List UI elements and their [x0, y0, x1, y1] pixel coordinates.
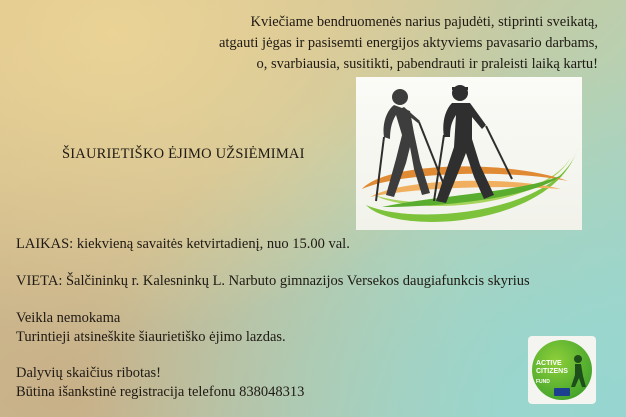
walker-woman	[383, 89, 430, 197]
logo-line-1: ACTIVE	[536, 360, 562, 367]
intro-text	[138, 12, 598, 75]
limited-participants-note: Dalyvių skaičius ribotas!	[16, 365, 161, 381]
place-info: VIETA: Šalčininkų r. Kalesninkų L. Narbuto gimnazijos Versekos daugiafunkcis skyrius	[16, 273, 530, 289]
intro-line-2: atgauti jėgas ir pasisemti energijos aktyviems pavasario darbams,	[218, 35, 598, 51]
time-info: LAIKAS: kiekvieną savaitės ketvirtadienį, nuo 15.00 val.	[16, 236, 350, 252]
walkers-graphic	[356, 77, 582, 230]
nordic-walkers-illustration	[356, 77, 582, 230]
bring-sticks-note: Turintieji atsineškite šiaurietiško ėjimo lazdas.	[16, 329, 286, 345]
logo-line-3: FUND	[536, 379, 550, 385]
logo-line-2: CITIZENS	[536, 368, 568, 375]
logo-badge	[532, 340, 592, 400]
intro-line-1: Kviečiame bendruomenės narius pajudėti, stiprinti sveikatą,	[250, 14, 598, 30]
registration-note: Būtina išankstinė registracija telefonu 838048313	[16, 384, 305, 400]
active-citizens-logo	[528, 336, 596, 404]
logo-walker-icon	[566, 354, 588, 388]
eu-flag-icon	[554, 388, 570, 396]
event-title: ŠIAURIETIŠKO ĖJIMO UŽSIĖMIMAI	[62, 146, 305, 162]
intro-line-3: o, svarbiausia, susitikti, pabendrauti ir praleisti laiką kartu!	[256, 56, 598, 72]
free-activity-note: Veikla nemokama	[16, 310, 121, 326]
